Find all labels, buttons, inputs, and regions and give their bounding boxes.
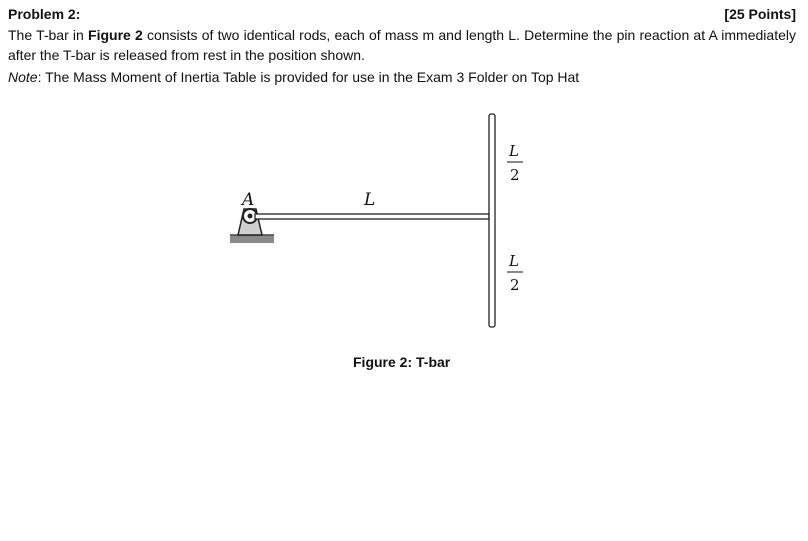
statement-part1: The T-bar in (8, 27, 89, 43)
note-label: Note (8, 69, 38, 85)
horizontal-length-label: L (364, 190, 376, 210)
horizontal-rod (255, 214, 489, 219)
ground-base (230, 235, 274, 243)
lower-half-denominator: 2 (510, 276, 520, 294)
statement-part2: consists of two identical rods, each of mass m and length L. Determine the pin reaction at A immediately after the T-bar is released from rest in the position shown. (8, 27, 796, 63)
figure-reference: Figure 2 (88, 27, 143, 43)
problem-points: [25 Points] (724, 6, 796, 22)
upper-half-denominator: 2 (510, 166, 520, 184)
problem-title: Problem 2: (8, 6, 81, 22)
vertical-rod (489, 114, 495, 327)
upper-half-numerator: L (509, 142, 519, 160)
pin-label: A (242, 190, 255, 210)
pin-joint-inner (248, 214, 253, 219)
figure-caption: Figure 2: T-bar (353, 354, 451, 370)
note-text: : The Mass Moment of Inertia Table is provided for use in the Exam 3 Folder on Top Hat (37, 69, 580, 85)
lower-half-numerator: L (509, 252, 519, 270)
